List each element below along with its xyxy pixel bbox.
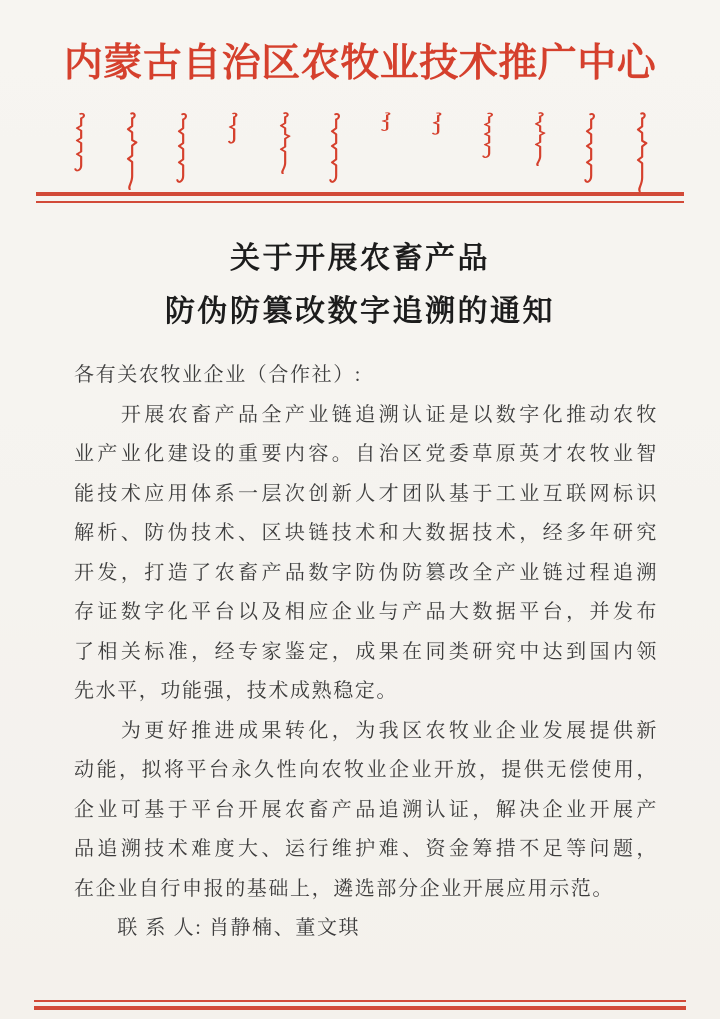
letterhead-org-name: 内蒙古自治区农牧业技术推广中心 xyxy=(63,42,657,85)
mongolian-script-glyph-icon xyxy=(378,112,393,142)
mongolian-script-glyph-icon xyxy=(480,112,495,160)
mongolian-script-glyph-icon xyxy=(633,112,648,192)
body-line: 企业可基于平台开展农畜产品追溯认证，解决企业开展产 xyxy=(74,798,658,821)
mongolian-script-glyph-icon xyxy=(531,112,546,166)
footer-rule-thick xyxy=(34,1006,686,1010)
mongolian-script-glyph-icon xyxy=(276,112,291,174)
body-line: 开发，打造了农畜产品数字防伪防篡改全产业链过程追溯 xyxy=(74,561,658,584)
header-rule-thick xyxy=(36,192,684,196)
body-line: 了相关标准，经专家鉴定，成果在同类研究中达到国内领 xyxy=(74,640,658,663)
body-line: 开展农畜产品全产业链追溯认证是以数字化推动农牧 xyxy=(74,403,658,426)
mongolian-script-glyph-icon xyxy=(225,112,240,162)
body-line: 存证数字化平台以及相应企业与产品大数据平台，并发布 xyxy=(74,601,658,623)
body-line: 品追溯技术难度大、运行维护难、资金筹措不足等问题， xyxy=(74,838,658,860)
mongolian-script-glyph-icon xyxy=(582,112,597,186)
mongolian-script-glyph-icon xyxy=(327,112,342,186)
body-line: 先水平，功能强，技术成熟稳定。 xyxy=(74,680,398,702)
footer-rule-thin xyxy=(34,1000,686,1002)
mongolian-script-glyph-icon xyxy=(72,112,87,174)
body-line: 动能，拟将平台永久性向农牧业企业开放，提供无偿使用， xyxy=(74,759,658,781)
document-title-line2: 防伪防篡改数字追溯的通知 xyxy=(165,295,555,328)
mongolian-script-glyph-icon xyxy=(429,112,444,148)
document-body xyxy=(74,356,658,949)
document-title-line1: 关于开展农畜产品 xyxy=(230,242,490,275)
contact-line: 联 系 人: 肖静楠、董文琪 xyxy=(74,917,361,939)
body-line: 为更好推进成果转化，为我区农牧业企业发展提供新 xyxy=(74,719,658,742)
header-rule-thin xyxy=(36,201,684,203)
mongolian-script-row xyxy=(72,112,648,196)
mongolian-script-glyph-icon xyxy=(123,112,138,190)
body-line: 解析、防伪技术、区块链技术和大数据技术，经多年研究 xyxy=(74,522,658,544)
body-line: 在企业自行申报的基础上，遴选部分企业开展应用示范。 xyxy=(74,877,614,900)
salutation: 各有关农牧业企业（合作社）: xyxy=(74,364,362,386)
document-title xyxy=(0,232,720,338)
body-line: 能技术应用体系一层次创新人才团队基于工业互联网标识 xyxy=(74,482,658,505)
mongolian-script-glyph-icon xyxy=(174,112,189,186)
body-line: 业产业化建设的重要内容。自治区党委草原英才农牧业智 xyxy=(74,443,658,465)
